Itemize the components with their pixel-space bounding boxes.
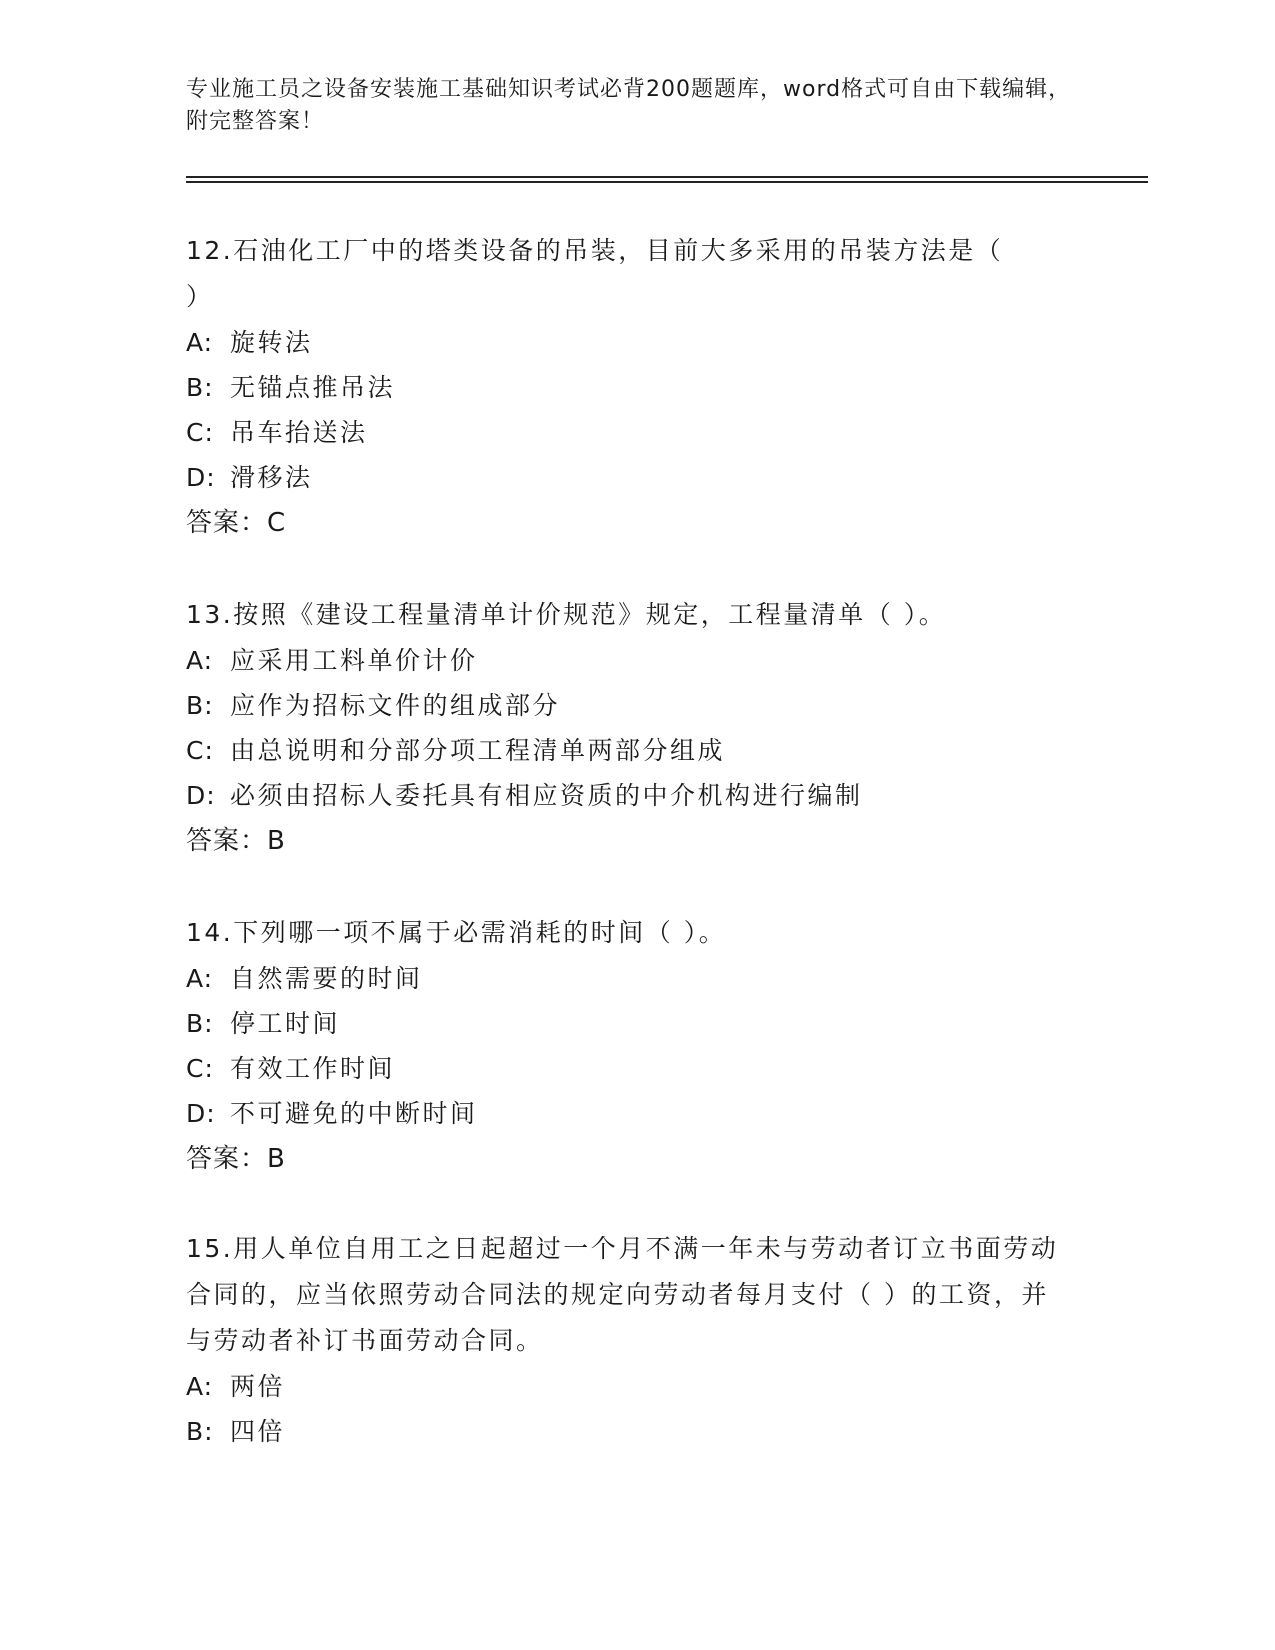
option-d <box>186 1091 1086 1136</box>
option-letter: C: <box>186 1054 214 1083</box>
answer-label: 答案：C <box>186 508 287 538</box>
question-text: 14.下列哪一项不属于必需消耗的时间（ ）。 <box>186 918 727 947</box>
question-text: 13.按照《建设工程量清单计价规范》规定，工程量清单（ ）。 <box>186 600 947 629</box>
option-letter: A: <box>186 328 214 357</box>
answer-label: 答案：B <box>186 1144 286 1174</box>
question-15 <box>186 1226 1086 1454</box>
option-text: 应作为招标文件的组成部分 <box>230 691 561 720</box>
option-letter: B: <box>186 1417 214 1446</box>
option-letter: B: <box>186 373 214 402</box>
question-text: 15.用人单位自用工之日起超过一个月不满一年未与劳动者订立书面劳动合同的，应当依照劳动合同法的规定向劳动者每月支付（ ）的工资，并与劳动者补订书面劳动合同。 <box>186 1234 1059 1355</box>
question-14 <box>186 910 1086 1182</box>
option-text: 必须由招标人委托具有相应资质的中介机构进行编制 <box>230 781 863 810</box>
option-d <box>186 773 1086 818</box>
option-b <box>186 1001 1086 1046</box>
option-letter: D: <box>186 463 216 492</box>
option-text: 两倍 <box>230 1372 286 1401</box>
option-text: 四倍 <box>230 1417 286 1446</box>
option-text: 不可避免的中断时间 <box>230 1099 478 1128</box>
option-letter: D: <box>186 1099 216 1128</box>
option-text: 自然需要的时间 <box>230 964 423 993</box>
option-b <box>186 1409 1086 1454</box>
option-text: 停工时间 <box>230 1009 341 1038</box>
option-letter: A: <box>186 646 214 675</box>
option-text: 无锚点推吊法 <box>230 373 396 402</box>
option-a <box>186 956 1086 1001</box>
option-a <box>186 320 1086 365</box>
option-c <box>186 410 1086 455</box>
question-text: 12.石油化工厂中的塔类设备的吊装，目前大多采用的吊装方法是（ ） <box>186 236 1004 311</box>
question-13 <box>186 592 1086 864</box>
option-text: 有效工作时间 <box>230 1054 396 1083</box>
option-text: 旋转法 <box>230 328 313 357</box>
option-letter: C: <box>186 418 214 447</box>
option-d <box>186 455 1086 500</box>
option-text: 由总说明和分部分项工程清单两部分组成 <box>230 736 726 765</box>
option-letter: B: <box>186 691 214 720</box>
option-text: 滑移法 <box>230 463 313 492</box>
option-letter: D: <box>186 781 216 810</box>
option-letter: A: <box>186 964 214 993</box>
option-letter: C: <box>186 736 214 765</box>
option-letter: A: <box>186 1372 214 1401</box>
option-b <box>186 365 1086 410</box>
option-a <box>186 638 1086 683</box>
option-letter: B: <box>186 1009 214 1038</box>
answer-label: 答案：B <box>186 826 286 856</box>
header-rule-bottom <box>186 181 1148 183</box>
option-text: 应采用工料单价计价 <box>230 646 478 675</box>
option-a <box>186 1364 1086 1409</box>
header-rule-top <box>186 176 1148 178</box>
question-12 <box>186 228 1086 546</box>
document-header: 专业施工员之设备安装施工基础知识考试必背200题题库，word格式可自由下载编辑，附完整答案！ <box>186 77 1072 134</box>
option-c <box>186 1046 1086 1091</box>
option-c <box>186 728 1086 773</box>
option-text: 吊车抬送法 <box>230 418 368 447</box>
option-b <box>186 683 1086 728</box>
